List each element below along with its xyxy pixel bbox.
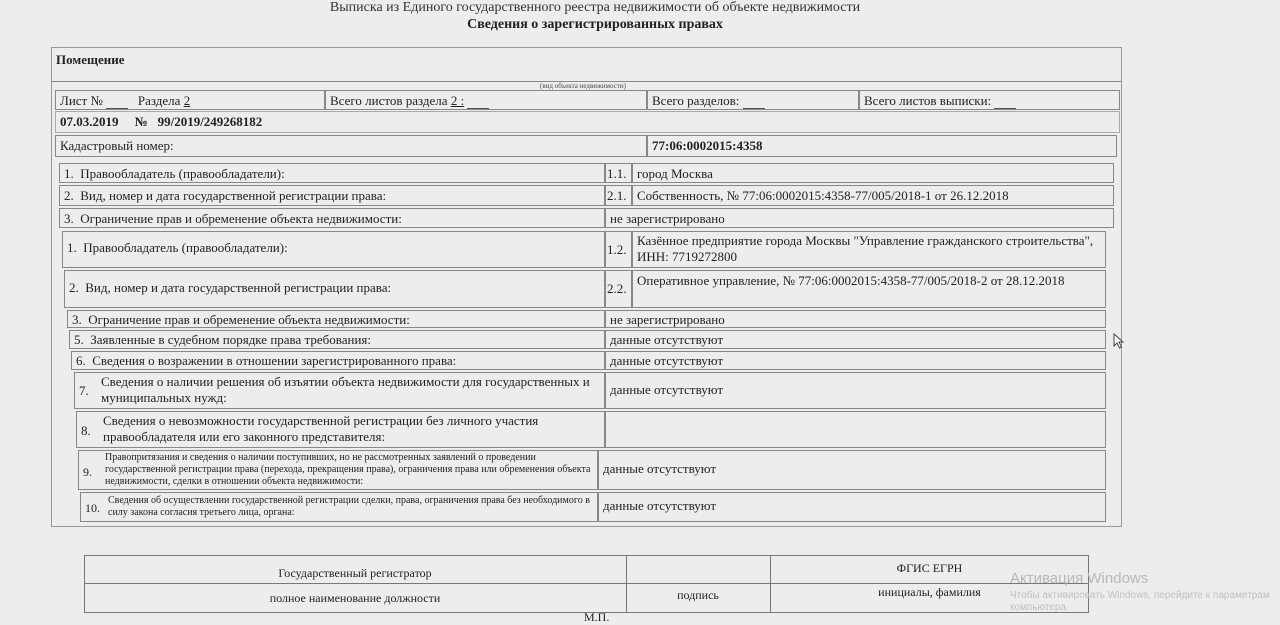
rights-row-value: не зарегистрировано xyxy=(605,208,1114,228)
rights-row-label: Сведения о невозможности государственной регистрации без личного участия правообладателя или его законного представителя: xyxy=(99,411,605,448)
total-extract-sheets-blank xyxy=(994,96,1016,109)
total-section-sheets-value: 2 : xyxy=(450,93,465,108)
total-extract-sheets-label: Всего листов выписки: xyxy=(864,93,992,108)
row-label: Вид, номер и дата государственной регистрации права: xyxy=(85,280,392,295)
rights-row-value: не зарегистрировано xyxy=(605,310,1106,328)
section-label: Раздела xyxy=(137,93,181,108)
doc-date: 07.03.2019 xyxy=(60,114,119,129)
rights-row-value: данные отсутствуют xyxy=(605,330,1106,349)
rights-row-label: Сведения о наличии решения об изъятии объекта недвижимости для государственных и муниципальных нужд: xyxy=(97,372,605,409)
rights-row-value xyxy=(605,411,1106,448)
registrar-position: Государственный регистратор xyxy=(278,566,432,580)
total-section-sheets-label: Всего листов раздела xyxy=(330,93,448,108)
row-number: 3. xyxy=(72,312,82,327)
rights-row-label xyxy=(69,330,605,349)
rights-row-label xyxy=(62,231,605,268)
rights-row-label: Сведения об осуществлении государственной регистрации сделки, права, ограничения права без необходимого в силу закона согласия третьего лица, органа: xyxy=(104,492,598,522)
total-sections-cell xyxy=(647,90,859,110)
rights-row-value: Собственность, № 77:06:0002015:4358-77/005/2018-1 от 26.12.2018 xyxy=(632,185,1114,206)
registry-org: ФГИС ЕГРН xyxy=(896,561,963,575)
row-number: 5. xyxy=(74,332,84,347)
rights-row-value: Оперативное управление, № 77:06:0002015:4358-77/005/2018-2 от 28.12.2018 xyxy=(632,270,1106,308)
rights-row-number: 10. xyxy=(80,492,105,522)
rights-row-label xyxy=(59,163,605,183)
rights-row-number: 7. xyxy=(74,372,98,409)
object-type: Помещение xyxy=(52,48,1121,82)
row-label: Ограничение прав и обременение объекта недвижимости: xyxy=(80,211,402,226)
sheet-number-cell xyxy=(55,90,325,110)
doc-date-number xyxy=(55,111,1120,133)
row-label: Вид, номер и дата государственной регистрации права: xyxy=(80,188,387,203)
windows-activation-text: Чтобы активировать Windows, перейдите к параметрам компьютера. xyxy=(1010,590,1270,613)
mouse-cursor-icon xyxy=(1113,333,1125,349)
row-number: 6. xyxy=(76,353,86,368)
initials-caption: инициалы, фамилия xyxy=(878,585,981,599)
row-number: 2. xyxy=(64,188,74,203)
rights-row-label xyxy=(59,185,605,206)
rights-row-value: данные отсутствуют xyxy=(605,372,1106,409)
cadastral-value: 77:06:0002015:4358 xyxy=(647,135,1117,157)
row-number: 1. xyxy=(67,240,77,255)
total-extract-sheets-cell xyxy=(859,90,1120,110)
total-sections-label: Всего разделов: xyxy=(652,93,740,108)
rights-row-label xyxy=(59,208,605,228)
total-sections-blank xyxy=(743,96,765,109)
sheet-number-blank xyxy=(106,96,128,109)
stamp-label: М.П. xyxy=(584,610,610,624)
total-section-sheets-blank xyxy=(467,96,489,109)
rights-row-sub: 2.2. xyxy=(605,270,632,308)
row-number: 1. xyxy=(64,166,74,181)
cadastral-label: Кадастровый номер: xyxy=(55,135,647,157)
section-value: 2 xyxy=(183,93,191,108)
rights-row-label xyxy=(64,270,605,308)
total-section-sheets-cell xyxy=(325,90,647,110)
windows-activation-title: Активация Windows xyxy=(1010,570,1149,587)
row-number: 2. xyxy=(69,280,79,295)
object-type-caption: (вид объекта недвижимости) xyxy=(540,82,626,90)
doc-number: 99/2019/249268182 xyxy=(157,114,263,129)
row-label: Заявленные в судебном порядке права требования: xyxy=(90,332,372,347)
row-label: Сведения о возражении в отношении зарегистрированного права: xyxy=(92,353,457,368)
sheet-label: Лист № xyxy=(60,93,103,108)
position-caption: полное наименование должности xyxy=(269,591,441,605)
rights-row-number: 9. xyxy=(78,450,102,490)
extract-subtitle: Сведения о зарегистрированных правах xyxy=(467,17,723,32)
rights-row-sub: 2.1. xyxy=(605,185,632,206)
rights-row-number: 8. xyxy=(76,411,100,448)
doc-number-label: № xyxy=(134,114,148,129)
row-label: Правообладатель (правообладатели): xyxy=(80,166,285,181)
rights-row-value: город Москва xyxy=(632,163,1114,183)
rights-row-sub: 1.2. xyxy=(605,231,632,268)
signature-caption: подпись xyxy=(677,588,719,602)
row-number: 3. xyxy=(64,211,74,226)
rights-row-value: данные отсутствуют xyxy=(598,492,1106,522)
row-label: Ограничение прав и обременение объекта недвижимости: xyxy=(88,312,410,327)
signature-divider-v1 xyxy=(626,555,627,613)
rights-row-label xyxy=(71,351,605,370)
rights-row-value: данные отсутствуют xyxy=(598,450,1106,490)
signature-divider-h xyxy=(84,583,1089,584)
rights-row-value: данные отсутствуют xyxy=(605,351,1106,370)
rights-row-sub: 1.1. xyxy=(605,163,632,183)
rights-row-label: Правопритязания и сведения о наличии поступивших, но не рассмотренных заявлений о проведении государственной регистрации права (перехода, прекращения права), ограничения права или обременения объекта недвижимости, сделки в отношении объекта недвижимости: xyxy=(101,450,598,490)
rights-row-label xyxy=(67,310,605,328)
row-label: Правообладатель (правообладатели): xyxy=(83,240,288,255)
rights-row-value: Казённое предприятие города Москвы "Управление гражданского строительства", ИНН: 7719272800 xyxy=(632,231,1106,268)
extract-title: Выписка из Единого государственного реестра недвижимости об объекте недвижимости xyxy=(329,0,861,15)
